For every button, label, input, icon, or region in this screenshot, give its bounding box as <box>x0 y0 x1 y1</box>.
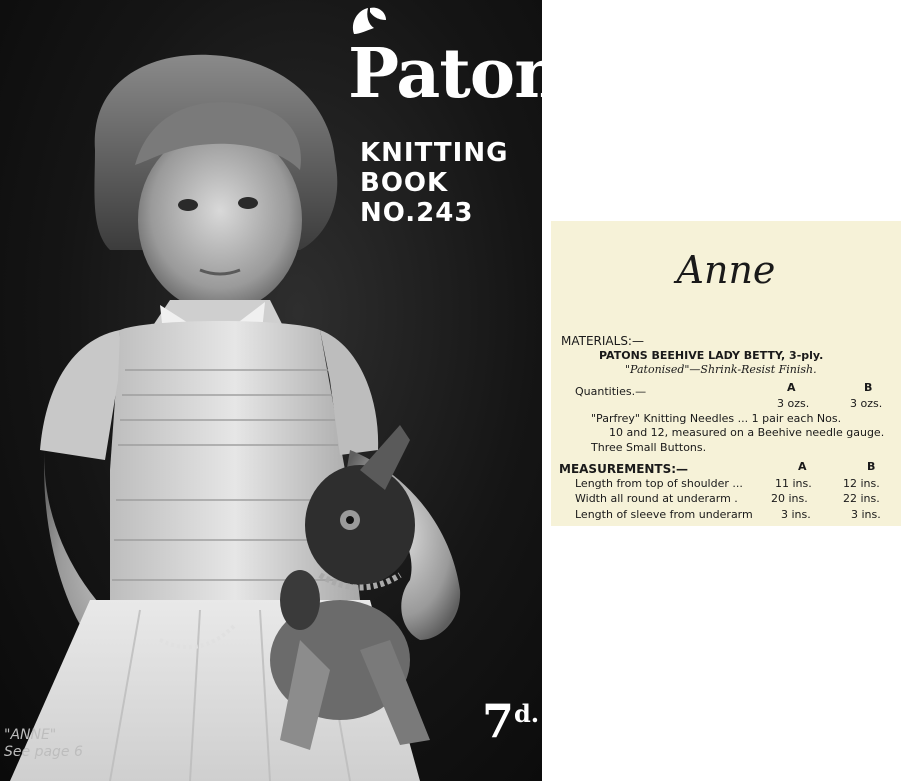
quantity-b: 3 ozs. <box>850 397 883 410</box>
pattern-card <box>551 221 901 526</box>
quantity-a: 3 ozs. <box>777 397 810 410</box>
book-title <box>360 138 542 228</box>
book-number: NO.243 <box>360 198 474 228</box>
caption-page-ref: See page 6 <box>4 744 83 760</box>
measurement-a: 20 ins. <box>771 492 808 505</box>
measurements-col-a: A <box>798 460 807 473</box>
measurements-heading: MEASUREMENTS:— <box>559 462 689 476</box>
measurement-label: Width all round at underarm . <box>575 492 738 505</box>
cover-price <box>482 694 540 748</box>
measurement-label: Length of sleeve from underarm <box>575 508 753 521</box>
book-title-line1: KNITTING BOOK <box>360 138 509 198</box>
measurement-a: 11 ins. <box>775 477 812 490</box>
measurement-label: Length from top of shoulder ... <box>575 477 743 490</box>
measurement-b: 22 ins. <box>843 492 880 505</box>
buttons-line: Three Small Buttons. <box>591 441 707 454</box>
brand-logo: Patons <box>348 34 600 114</box>
needles-line2: 10 and 12, measured on a Beehive needle gauge. <box>609 426 885 439</box>
needles-line1: "Parfrey" Knitting Needles ... 1 pair each Nos. <box>591 412 842 425</box>
measurements-col-b: B <box>867 460 876 473</box>
pattern-title: Anne <box>676 248 776 292</box>
yarn-finish: "Patonised"—Shrink-Resist Finish. <box>625 363 817 376</box>
quantities-col-a: A <box>787 381 796 394</box>
measurement-b: 3 ins. <box>851 508 881 521</box>
materials-heading: MATERIALS:— <box>561 334 644 348</box>
measurement-b: 12 ins. <box>843 477 880 490</box>
price-value: 7 <box>482 694 515 748</box>
yarn-name: PATONS BEEHIVE LADY BETTY, 3-ply. <box>599 349 824 362</box>
cover-caption <box>4 727 83 761</box>
measurement-a: 3 ins. <box>781 508 811 521</box>
price-unit: d. <box>514 699 540 728</box>
quantities-label: Quantities.— <box>575 385 647 398</box>
caption-pattern-name: "ANNE" <box>4 727 57 743</box>
quantities-col-b: B <box>864 381 873 394</box>
